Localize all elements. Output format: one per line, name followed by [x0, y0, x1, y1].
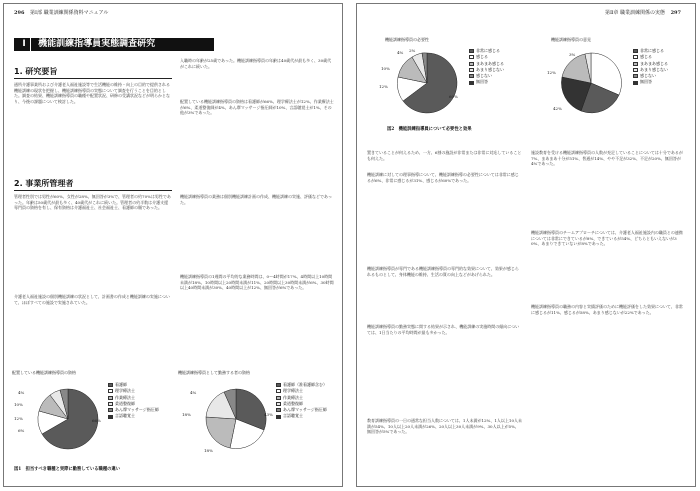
- chart-2-legend: [276, 382, 327, 420]
- legend-item: 理学療法士: [108, 388, 159, 394]
- pct-label: 6%: [18, 428, 25, 433]
- manager-paragraph: 管理者性別では男性が60%、女性が28%、無回答が3%で、管理者の約70%は男性であった。年齢は50歳代が最も多く、40歳代がこれに続いた。管理者の約半数は介護支援専門員の資格を有し、保有資格は介護福祉士、社会福祉士、看護師の順であった。: [14, 194, 171, 210]
- left-page: [3, 3, 343, 487]
- pct-label: 12%: [379, 84, 388, 89]
- legend-item: 感じる: [633, 54, 668, 60]
- left-page-header: [14, 9, 332, 16]
- legend-item: 作業療法士: [276, 395, 327, 401]
- legend-item: 感じない: [633, 73, 668, 79]
- opinion-pie-chart: [555, 48, 627, 118]
- legend-item: 言語聴覚士: [108, 413, 159, 419]
- right-page-paragraph-3: 機能訓練指導員が専門である機能訓練指導員の専門的な効果について、効果が感じられるものとして、身体機能の維持、生活の質の向上などがあげられた。: [367, 266, 519, 277]
- book-gutter: [344, 0, 356, 491]
- necessity-pie-chart: [391, 48, 463, 118]
- section-heading-summary: 1. 研究要旨: [14, 66, 172, 79]
- figure-2-caption: 図2 機能訓練指導員について必要性と効果: [387, 127, 472, 132]
- legend-item: 非常に感じる: [469, 48, 504, 54]
- figure-2a-label: 機能訓練指導員の必要性: [385, 37, 429, 42]
- pct-label: 18%: [182, 412, 191, 417]
- section-heading-manager: 2. 事業所管理者: [14, 178, 172, 191]
- right-col-paragraph-3: 機能訓練指導員の業務は個別機能訓練計画の作成、機能訓練の実施、評価などであった。: [180, 194, 332, 205]
- legend-item: 看護師: [108, 382, 159, 388]
- chapter-title: 機能訓練指導員実態調査研究: [38, 39, 156, 49]
- legend-item: 看護師（准看護師含む）: [276, 382, 327, 388]
- right-page-paragraph-4: 機能訓練指導員の勤務実態に関する結果が示され、機能訓練の実施時間の傾向については、1日当たりの平均時間が最も多かった。: [367, 324, 520, 335]
- legend-item: 感じない: [469, 73, 504, 79]
- figure-1b-label: 機能訓練指導員として勤務する者の資格: [178, 370, 250, 375]
- right-page-col2-paragraph-1: 施設教育を受ける機能訓練指導員の人数が充足していることについては十分であるが7%、まあまあ十分が51%、普通が14%、やや不足が32%、不足が20%、無回答が4%であった。: [531, 150, 683, 166]
- legend-item: 言語聴覚士: [276, 413, 327, 419]
- right-page-paragraph-1: 置きていることが何えるため、一方、6割の施設が非常または非常に対応していることも何えた。: [367, 150, 522, 161]
- chart-3-legend: [469, 48, 504, 86]
- chapter-title-bar: [14, 38, 214, 51]
- pct-label: 10%: [381, 66, 390, 71]
- legend-item: 無回答: [633, 79, 668, 85]
- legend-item: あまり感じない: [469, 67, 504, 73]
- legend-item: あん摩マッサージ指圧師: [108, 407, 159, 413]
- staff-qualification-pie-chart: [200, 384, 272, 454]
- right-page-running-title: 第Ⅱ章 職業訓練関係の実態: [604, 10, 665, 16]
- chapter-numeral: Ⅰ: [18, 38, 31, 51]
- legend-item: 作業療法士: [108, 395, 159, 401]
- chart-4-legend: [633, 48, 668, 86]
- left-page-number: 296: [14, 10, 25, 16]
- facility-paragraph: 介護老人福祉施設の個別機能訓練の状況として、計画書の作成と機能訓練の実施について、ほぼすべての施設で実施されていた。: [14, 294, 170, 305]
- pct-label: 3%: [569, 52, 576, 57]
- right-page: [356, 3, 696, 487]
- pct-label: 43%: [264, 412, 273, 417]
- right-page-paragraph-2: 機能訓練に対しての理事指導について、機能訓練指導の必要性については非常に感じるが6%、非常に感じるが31%、感じるが60%であった。: [367, 172, 519, 183]
- pct-label: 10%: [14, 402, 23, 407]
- right-page-paragraph-5: 教育訓練指導員の一日の通常な担当人数については、1人未満が12%、1人以上10人未満が54%、10人以上20人未満が26%、20人以上30人未満が9%、30人以上が5%、無回答が5%であった。: [367, 418, 522, 434]
- legend-item: 感じる: [469, 54, 504, 60]
- legend-item: 柔道整復師: [108, 401, 159, 407]
- pct-label: 60%: [449, 94, 458, 99]
- pct-label: 4%: [397, 50, 404, 55]
- right-page-header: [367, 9, 685, 16]
- chart-1-legend: [108, 382, 159, 420]
- pct-label: 4%: [18, 390, 25, 395]
- left-page-running-title: 第Ⅰ部 職業訓練関係資料マニュアル: [30, 10, 109, 16]
- pct-label: 42%: [553, 106, 562, 111]
- right-page-col2-paragraph-3: 機能訓練指導員の職務の内容と実績評価のために機能評価をした効果について、非常に感じるが11%、感じるが58%、あまり感じないが22%であった。: [531, 304, 683, 315]
- legend-item: まあまあ感じる: [633, 61, 668, 67]
- pct-label: 66%: [92, 418, 101, 423]
- pct-label: 2%: [409, 48, 416, 53]
- right-page-number: 297: [670, 10, 681, 16]
- pct-label: 4%: [190, 390, 197, 395]
- summary-paragraph: 通所介護事業所および介護老人福祉施設等で生活機能の維持・向上の目的で提供される機能訓練の現状を把握し、機能訓練指導員の実態について調査を行うことを目的とした。調査の結果、機能訓練指導員の職種や配置状況、研修の受講状況などが明らかとなり、今後の課題について検討した。: [14, 82, 170, 104]
- right-page-col2-paragraph-2: 機能訓練指導員のチームアプローチについては、介護老人福祉施設内の職員との連携については非常にできているが8%、できているが54%、どちらともいえないが30%、あまりできていないが8%であった。: [531, 230, 683, 246]
- legend-item: 非常に感じる: [633, 48, 668, 54]
- legend-item: 無回答: [469, 79, 504, 85]
- figure-1a-label: 配置している機能訓練指導員の資格: [12, 370, 76, 375]
- right-col-paragraph-4: 機能訓練指導員の1週間の平均的な業務時間は、0〜4時間が17%、4時間以上10時間未満が18%、10時間以上20時間未満が11%、20時間以上30時間未満が6%、30時間以上40時間未満が30%、40時間以上が12%、無回答が6%であった。: [180, 274, 334, 290]
- legend-item: あん摩マッサージ指圧師: [276, 407, 327, 413]
- figure-2b-label: 機能訓練指導員の意見: [551, 37, 591, 42]
- pct-label: 18%: [204, 448, 213, 453]
- figure-1-caption: 図1 担当すべき職種と実際に勤務している職種の違い: [14, 467, 121, 472]
- right-col-paragraph-2: 配置している機能訓練指導員の資格は看護師が66%、理学療法士が12%、作業療法士が6%、柔道整復師が4%、あん摩マッサージ指圧師が10%、言語聴覚士が1%、その他が3%であった。: [180, 99, 334, 115]
- right-col-paragraph-1: 入職時の年齢が25歳であった。機能訓練指導員の年齢は40歳代が最も多く、30歳代がこれに続いた。: [180, 58, 332, 69]
- pct-label: 12%: [547, 70, 556, 75]
- pct-label: 12%: [14, 416, 23, 421]
- legend-item: まあまあ感じる: [469, 61, 504, 67]
- legend-item: あまり感じない: [633, 67, 668, 73]
- legend-item: 柔道整復師: [276, 401, 327, 407]
- legend-item: 理学療法士: [276, 388, 327, 394]
